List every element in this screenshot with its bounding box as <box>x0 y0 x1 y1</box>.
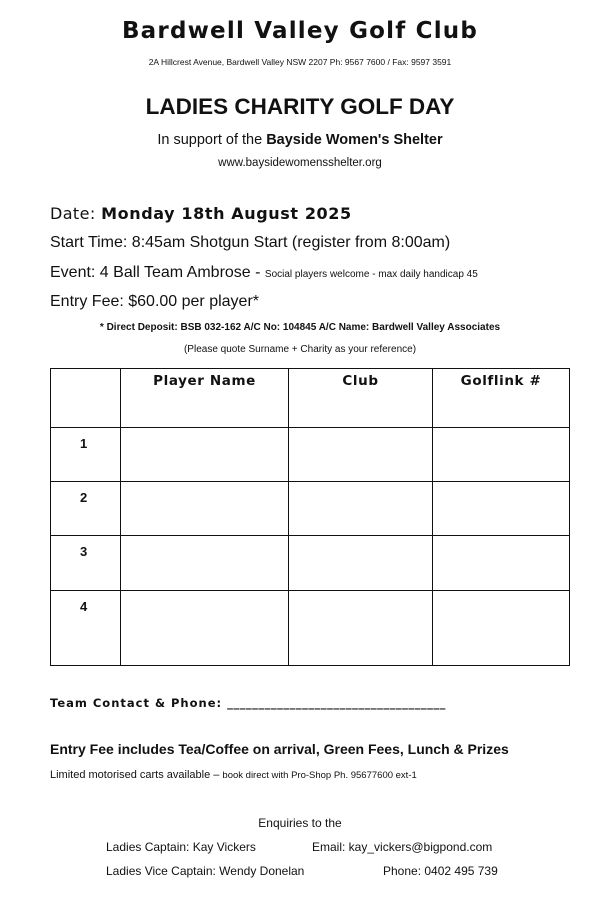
carts-line <box>50 769 417 781</box>
golflink-cell[interactable] <box>433 482 570 536</box>
support-prefix: In support of the <box>157 132 267 148</box>
charity-website: www.baysidewomensshelter.org <box>218 157 382 169</box>
vice-captain-name: Ladies Vice Captain: Wendy Donelan <box>106 864 305 878</box>
table-row <box>51 591 570 666</box>
club-cell[interactable] <box>289 591 433 666</box>
date-line <box>50 204 352 224</box>
golflink-cell[interactable] <box>433 591 570 666</box>
row-number: 2 <box>51 482 121 536</box>
direct-deposit: * Direct Deposit: BSB 032-162 A/C No: 104845 A/C Name: Bardwell Valley Associates <box>99 322 501 333</box>
entry-fee: Entry Fee: $60.00 per player* <box>50 293 260 310</box>
player-table <box>50 368 570 666</box>
charity-name: Bayside Women's Shelter <box>266 132 443 148</box>
table-row <box>51 428 570 482</box>
event-line <box>50 264 478 282</box>
date-label: Date: <box>50 204 102 223</box>
header-club: Club <box>289 369 433 428</box>
event-note: Social players welcome - max daily handicap 45 <box>264 269 478 280</box>
team-contact-blank[interactable]: ___________________________________ <box>227 696 446 710</box>
club-cell[interactable] <box>289 536 433 591</box>
captain-email: Email: kay_vickers@bigpond.com <box>312 840 493 854</box>
table-header-row <box>51 369 570 428</box>
table-row <box>51 536 570 591</box>
vice-captain-phone: Phone: 0402 495 739 <box>383 864 498 878</box>
event-title: LADIES CHARITY GOLF DAY <box>145 94 455 119</box>
captain-name: Ladies Captain: Kay Vickers <box>106 840 256 854</box>
table-row <box>51 482 570 536</box>
team-contact-label: Team Contact & Phone: <box>50 696 228 710</box>
date-value: Monday 18th August 2025 <box>101 204 352 223</box>
player-name-cell[interactable] <box>121 428 289 482</box>
fee-includes: Entry Fee includes Tea/Coffee on arrival, Green Fees, Lunch & Prizes <box>50 741 509 757</box>
club-cell[interactable] <box>289 482 433 536</box>
club-address: 2A Hillcrest Avenue, Bardwell Valley NSW 2207 Ph: 9567 7600 / Fax: 9597 3591 <box>148 57 452 67</box>
club-name: Bardwell Valley Golf Club <box>121 18 479 44</box>
player-name-cell[interactable] <box>121 536 289 591</box>
header-player-name: Player Name <box>121 369 289 428</box>
reference-note: (Please quote Surname + Charity as your reference) <box>183 344 417 355</box>
club-cell[interactable] <box>289 428 433 482</box>
row-number: 4 <box>51 591 121 666</box>
support-line <box>0 132 600 148</box>
golflink-cell[interactable] <box>433 428 570 482</box>
event-format: Event: 4 Ball Team Ambrose - <box>50 264 265 281</box>
header-golflink: Golflink # <box>433 369 570 428</box>
row-number: 1 <box>51 428 121 482</box>
start-time: Start Time: 8:45am Shotgun Start (register from 8:00am) <box>50 234 451 251</box>
carts-booking-note: book direct with Pro-Shop Ph. 95677600 ext-1 <box>222 770 417 781</box>
player-name-cell[interactable] <box>121 591 289 666</box>
carts-availability: Limited motorised carts available – <box>50 769 223 781</box>
header-number <box>51 369 121 428</box>
golflink-cell[interactable] <box>433 536 570 591</box>
row-number: 3 <box>51 536 121 591</box>
enquiries-heading: Enquiries to the <box>258 816 342 830</box>
player-name-cell[interactable] <box>121 482 289 536</box>
team-contact-field[interactable] <box>50 696 446 710</box>
